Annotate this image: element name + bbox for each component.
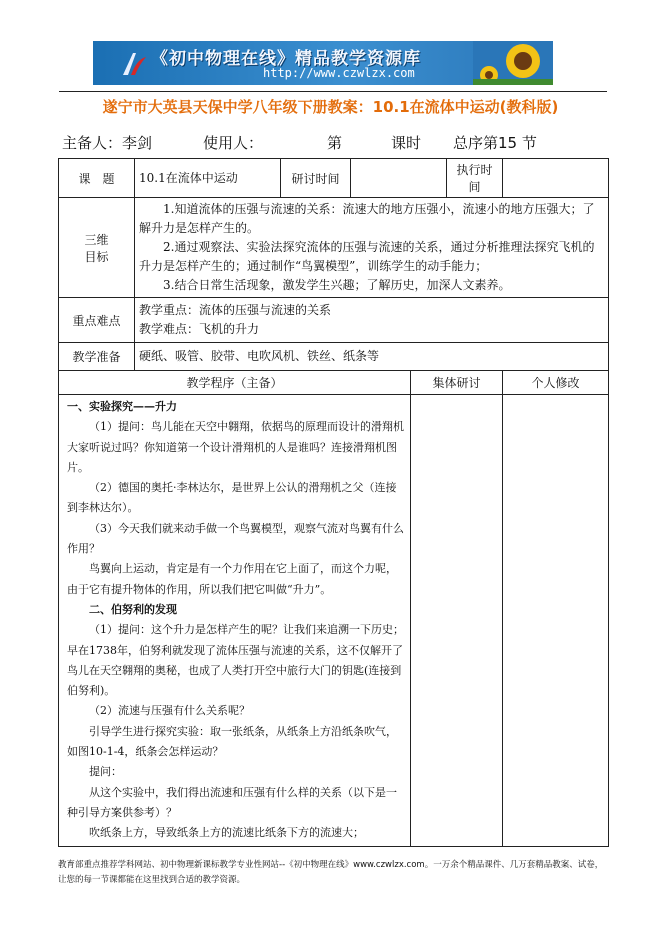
procedure-paragraph: （1）提问：这个升力是怎样产生的呢？让我们来追溯一下历史；早在1738年，伯努利就发现了流体压强与流速的关系，这不仅解开了鸟儿在天空翱翔的奥秘，也成了人类打开空中旅行大门的钥匙(连接到伯努利)。 (67, 623, 404, 698)
procedure-paragraph: 从这个实验中，我们得出流速和压强有什么样的关系（以下是一种引导方案供参考）？ (67, 785, 397, 819)
procedure-content (59, 395, 411, 847)
personal-content (503, 395, 609, 847)
header-banner (93, 41, 553, 85)
goal-item: 1.知道流体的压强与流速的关系：流速大的地方压强小，流速小的地方压强大；了解升力是怎样产生的。 (139, 202, 595, 235)
key-point: 教学重点：流体的压强与流速的关系 (139, 303, 332, 317)
collective-header: 集体研讨 (411, 371, 503, 395)
discuss-time-value (351, 159, 447, 198)
collective-content (411, 395, 503, 847)
personal-header: 个人修改 (503, 371, 609, 395)
discuss-time-label: 研讨时间 (281, 159, 351, 198)
difficult-point: 教学难点：飞机的升力 (139, 322, 260, 336)
period-label: 课时 (391, 134, 422, 152)
section-heading: 二、伯努利的发现 (89, 602, 177, 616)
procedure-paragraph: （2）德国的奥托·李林达尔，是世界上公认的滑翔机之父（连接到李林达尔）。 (67, 481, 397, 515)
goals-content (135, 198, 609, 298)
header-rule (59, 91, 607, 92)
procedure-header: 教学程序（主备） (59, 371, 411, 395)
banner-url[interactable]: http://www.czwlzx.com (263, 66, 415, 80)
document-title: 遂宁市大英县天保中学八年级下册教案：10.1在流体中运动(教科版) (102, 98, 559, 116)
procedure-paragraph: 鸟翼向上运动，肯定是有一个力作用在它上面了，而这个力呢，由于它有提升物体的作用，所以我们把它叫做“升力”。 (67, 562, 397, 596)
goals-label-line1: 三维 (84, 232, 109, 247)
goals-label-line2: 目标 (84, 249, 109, 264)
exec-time-label: 执行时间 (447, 159, 503, 198)
procedure-paragraph: 提问： (89, 765, 122, 779)
di-label: 第 (327, 134, 343, 152)
topic-label: 课 题 (59, 159, 135, 198)
procedure-paragraph: （2）流速与压强有什么关系呢？ (89, 704, 250, 718)
goal-item: 2.通过观察法、实验法探究流体的压强与流速的关系，通过分析推理法探究飞机的升力是怎样产生的；通过制作“鸟翼模型”，训练学生的动手能力； (139, 240, 595, 273)
preparer: 主备人：李剑 (62, 134, 153, 152)
exec-time-value (503, 159, 609, 198)
goal-item: 3.结合日常生活现象，激发学生兴趣；了解历史，加深人文素养。 (163, 278, 511, 292)
sunflower-image (473, 41, 553, 85)
site-logo-icon (119, 49, 149, 79)
procedure-paragraph: 引导学生进行探究实验：取一张纸条，从纸条上方沿纸条吹气，如图10-1-4，纸条会怎样运动？ (67, 724, 397, 759)
prep-value: 硬纸、吸管、胶带、电吹风机、铁丝、纸条等 (135, 343, 609, 371)
procedure-paragraph: （1）提问：鸟儿能在天空中翱翔，依据鸟的原理而设计的滑翔机大家听说过吗？你知道第一个设计滑翔机的人是谁吗？连接滑翔机图片。 (67, 420, 404, 474)
procedure-paragraph: （3）今天我们就来动手做一个鸟翼模型，观察气流对鸟翼有什么作用？ (67, 521, 404, 556)
prep-label: 教学准备 (59, 343, 135, 371)
footer-note: 教育部重点推荐学科网站、初中物理新课标教学专业性网站--《初中物理在线》www.czwlzx.com。一万余个精品课件、几万套精品教案、试卷，让您的每一节课都能在这里找到合适的教学资源。 (58, 860, 604, 885)
topic-value: 10.1在流体中运动 (135, 159, 281, 198)
user-label: 使用人： (203, 134, 264, 152)
total-sequence: 总序第15 节 (453, 134, 537, 152)
goals-label (59, 198, 135, 298)
keypoints-label: 重点难点 (59, 298, 135, 343)
banner-title: 《初中物理在线》精品教学资源库 (151, 49, 421, 69)
procedure-paragraph: 吹纸条上方，导致纸条上方的流速比纸条下方的流速大； (89, 826, 364, 840)
keypoints-content (135, 298, 609, 343)
lesson-plan-table (58, 158, 609, 847)
section-heading: 一、实验探究——升力 (67, 400, 177, 413)
